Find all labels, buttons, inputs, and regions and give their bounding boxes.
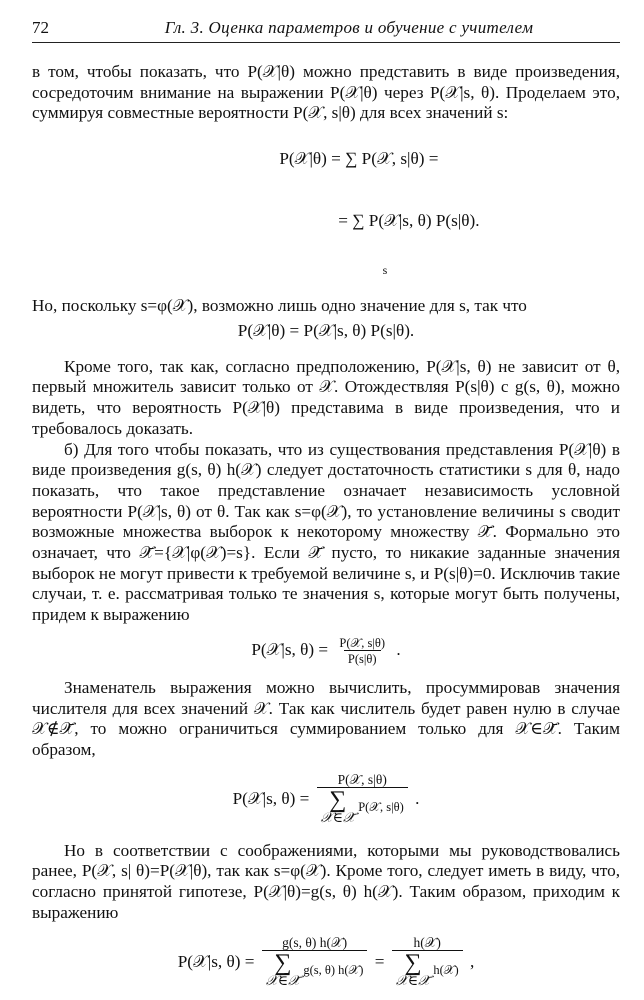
paragraph-6: Но в соответствии с соображениями, которыми мы руководствовались ранее, P(𝒳, s| θ)=P(𝒳|θ), так как s=φ(𝒳). Кроме того, следует иметь в виду, что, согласно принятой гипотезе, P(𝒳|θ)=g(s, θ) h(𝒳). Таким образом, приходим к выражению <box>32 840 620 922</box>
formula-end: . <box>415 788 420 808</box>
formula-line-2 <box>32 190 620 252</box>
sigma-symbol: ∑ <box>274 949 292 976</box>
paragraph-5: Знаменатель выражения можно вычислить, просуммировав значения числителя для всех значений 𝒳. Так как числитель будет равен нулю в случае 𝒳∉𝒳̄, то можно ограничиться суммированием только для 𝒳∈𝒳̄. Таким образом, <box>32 677 620 759</box>
formula-text: = ∑ P(𝒳|s, θ) P(s|θ). <box>338 210 480 230</box>
book-page <box>32 18 620 990</box>
formula-final <box>32 936 620 990</box>
header-rule <box>32 42 620 43</box>
sigma-symbol: ∑ <box>329 786 347 813</box>
paragraph-4: б) Для того чтобы показать, что из существования представления P(𝒳|θ) в виде произведения g(s, θ) h(𝒳) следует достаточность статистики s для θ, надо показать, что такое представление означает независимость условной вероятности P(𝒳|s, θ) от θ. Так как s=φ(𝒳), то установление величины s сводит возможные множества выборок к некоторому множеству 𝒳̄. Формально это означает, что 𝒳̄={𝒳|φ(𝒳)=s}. Если 𝒳̄ пусто, то никакие заданные значения выборок не могут привести к требуемой величине s, и P(s|θ)=0. Исключив такие случаи, т. е. рассматривая только те значения s, которые могут быть получены, придем к выражению <box>32 439 620 625</box>
fraction-denominator <box>392 950 463 990</box>
formula-product <box>32 321 620 342</box>
formula-text: P(𝒳|θ) = P(𝒳|s, θ) P(s|θ). <box>237 321 415 341</box>
fraction-1 <box>262 936 368 990</box>
sigma-symbol: ∑ <box>404 949 422 976</box>
sum-index: 𝒳∈𝒳̄ <box>265 973 301 989</box>
sum-index: 𝒳∈𝒳̄ <box>395 973 431 989</box>
page-number: 72 <box>32 18 49 37</box>
formula-text: P(𝒳|θ) = ∑ P(𝒳, s|θ) = <box>279 148 439 168</box>
fraction-2 <box>392 936 463 990</box>
sum-operator <box>265 949 301 990</box>
fraction-numerator: g(s, θ) h(𝒳) <box>282 934 348 950</box>
formula-normalized <box>32 773 620 827</box>
formula-conditional <box>32 636 620 666</box>
sum-operator <box>395 949 431 990</box>
formula-lhs: P(𝒳|s, θ) = <box>232 788 310 808</box>
page-header <box>32 18 620 38</box>
fraction-numerator: P(𝒳, s|θ) <box>339 635 386 650</box>
running-title: Гл. 3. Оценка параметров и обучение с учителем <box>164 18 534 37</box>
paragraph-2: Но, поскольку s=φ(𝒳), возможно лишь одно значение для s, так что <box>32 296 527 316</box>
formula-lhs: P(𝒳|s, θ) = <box>251 639 329 659</box>
formula-lhs: P(𝒳|s, θ) = <box>177 951 255 971</box>
fraction <box>335 636 389 666</box>
equals-sign: = <box>374 951 385 971</box>
sum-term: P(𝒳, s|θ) <box>358 799 404 814</box>
fraction-denominator <box>317 787 408 827</box>
formula-end: , <box>469 951 475 971</box>
paragraph-1: в том, чтобы показать, что P(𝒳|θ) можно представить в виде произведения, сосредоточим внимание на выражении P(𝒳|θ) через P(𝒳|s, θ). Проделаем это, суммируя совместные вероятности P(𝒳, s|θ) для всех значений s: <box>32 62 620 123</box>
fraction-denominator <box>262 950 368 990</box>
formula-line-1 <box>32 128 620 190</box>
sum-index: 𝒳∈𝒳̄ <box>320 810 356 826</box>
formula-sum-joint <box>32 128 620 288</box>
sum-index: s <box>382 263 388 278</box>
sum-term: g(s, θ) h(𝒳) <box>303 962 364 977</box>
fraction-denominator: P(s|θ) <box>344 650 381 666</box>
formula-end: . <box>396 639 401 659</box>
paragraph-3: Кроме того, так как, согласно предположению, P(𝒳|s, θ) не зависит от θ, первый множитель зависит только от 𝒳. Отождествляя P(s|θ) с g(s, θ), можно видеть, что вероятность P(𝒳|θ) представима в виде произведения, что и требовалось доказать. <box>32 356 620 438</box>
fraction-numerator: h(𝒳) <box>413 934 441 950</box>
formula-sum-subscript <box>32 252 620 288</box>
sum-operator <box>320 786 356 827</box>
fraction-numerator: P(𝒳, s|θ) <box>337 771 387 787</box>
fraction <box>317 773 408 827</box>
sum-term: h(𝒳) <box>433 962 459 977</box>
